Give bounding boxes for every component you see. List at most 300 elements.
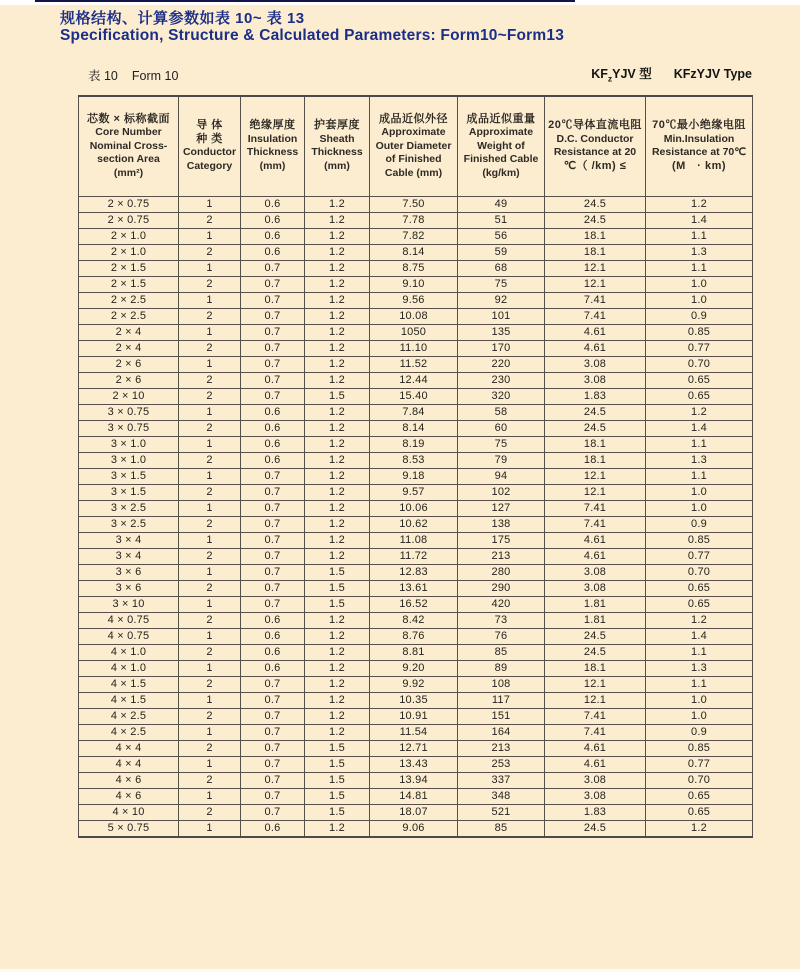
column-header: 成品近似重量 Approximate Weight of Finished Cable (kg/km) [458,96,545,196]
cell: 0.7 [241,260,305,276]
cell: 73 [458,612,545,628]
cell: 2 × 10 [79,388,179,404]
cell: 4.61 [545,548,646,564]
cell: 7.41 [545,516,646,532]
cell: 10.91 [370,708,458,724]
cell: 1.2 [305,196,370,212]
cell: 1.0 [646,692,753,708]
cell: 230 [458,372,545,388]
cell: 0.6 [241,452,305,468]
cell: 0.6 [241,212,305,228]
cell: 1 [179,660,241,676]
cell: 10.06 [370,500,458,516]
cell: 0.6 [241,644,305,660]
cell: 0.7 [241,484,305,500]
cell: 1.83 [545,804,646,820]
cell: 18.1 [545,228,646,244]
cell: 24.5 [545,404,646,420]
cell: 2 [179,708,241,724]
table-row [79,404,753,420]
cell: 3 × 1.0 [79,436,179,452]
table-row [79,212,753,228]
cable-type-subscript: z [607,73,613,84]
cell: 18.1 [545,244,646,260]
cell: 9.18 [370,468,458,484]
cell: 0.7 [241,356,305,372]
cell: 4.61 [545,756,646,772]
cell: 24.5 [545,212,646,228]
cell: 8.14 [370,420,458,436]
cell: 4.61 [545,532,646,548]
cell: 14.81 [370,788,458,804]
cell: 12.1 [545,676,646,692]
cell: 0.7 [241,548,305,564]
cell: 1.2 [305,628,370,644]
cell: 1.2 [305,468,370,484]
cell: 11.10 [370,340,458,356]
cell: 51 [458,212,545,228]
cell: 9.57 [370,484,458,500]
table-row [79,228,753,244]
cell: 11.72 [370,548,458,564]
cell: 0.85 [646,532,753,548]
cell: 7.41 [545,500,646,516]
cell: 2 [179,420,241,436]
cell: 24.5 [545,628,646,644]
cell: 1.2 [305,692,370,708]
cell: 2 × 6 [79,356,179,372]
cell: 1.4 [646,628,753,644]
cell: 11.52 [370,356,458,372]
cell: 12.83 [370,564,458,580]
cell: 135 [458,324,545,340]
cell: 1050 [370,324,458,340]
cell: 24.5 [545,644,646,660]
table-row [79,756,753,772]
cell: 4 × 4 [79,740,179,756]
cell: 1.2 [646,196,753,212]
table-row [79,340,753,356]
cell: 1.2 [305,292,370,308]
cell: 0.7 [241,500,305,516]
table-row [79,244,753,260]
cell: 0.9 [646,724,753,740]
cell: 3 × 1.5 [79,484,179,500]
cell: 7.78 [370,212,458,228]
table-row [79,580,753,596]
cell: 2 [179,740,241,756]
cell: 24.5 [545,196,646,212]
cell: 1 [179,292,241,308]
cell: 0.85 [646,324,753,340]
cell: 2 × 1.5 [79,260,179,276]
cell: 1.5 [305,772,370,788]
table-row [79,772,753,788]
cell: 12.1 [545,692,646,708]
cell: 0.77 [646,548,753,564]
cell: 2 [179,676,241,692]
cell: 3.08 [545,772,646,788]
cell: 1 [179,596,241,612]
table-row [79,676,753,692]
cell: 92 [458,292,545,308]
cell: 1.2 [305,324,370,340]
cell: 0.9 [646,308,753,324]
table-row [79,452,753,468]
cell: 1.2 [305,372,370,388]
cell: 2 [179,644,241,660]
spec-table [78,95,753,838]
column-header: 20℃导体直流电阻 D.C. Conductor Resistance at 20 ℃（ /km) ≤ [545,96,646,196]
cell: 0.7 [241,724,305,740]
cell: 1.1 [646,228,753,244]
cell: 1.2 [305,212,370,228]
cell: 3.08 [545,356,646,372]
cell: 94 [458,468,545,484]
cell: 1.83 [545,388,646,404]
cell: 24.5 [545,820,646,837]
cell: 0.7 [241,580,305,596]
cell: 0.7 [241,772,305,788]
table-row [79,724,753,740]
cell: 8.76 [370,628,458,644]
cell: 0.65 [646,388,753,404]
cell: 1.81 [545,596,646,612]
cell: 18.07 [370,804,458,820]
cell: 1.5 [305,580,370,596]
cell: 1.2 [305,452,370,468]
cell: 2 × 1.5 [79,276,179,292]
cell: 3 × 4 [79,548,179,564]
cell: 2 × 0.75 [79,196,179,212]
cell: 9.56 [370,292,458,308]
table-row [79,788,753,804]
table-row [79,500,753,516]
cell: 8.53 [370,452,458,468]
cell: 1.2 [305,436,370,452]
cell: 0.7 [241,468,305,484]
cell: 10.62 [370,516,458,532]
cell: 3 × 2.5 [79,500,179,516]
cell: 253 [458,756,545,772]
cell: 521 [458,804,545,820]
cell: 1.2 [305,260,370,276]
cell: 1.2 [305,340,370,356]
cell: 10.08 [370,308,458,324]
cell: 1.2 [305,612,370,628]
cell: 8.42 [370,612,458,628]
cell: 9.20 [370,660,458,676]
cell: 0.6 [241,228,305,244]
cell: 1.2 [646,820,753,837]
cell: 0.7 [241,692,305,708]
cell: 75 [458,276,545,292]
header-row [79,96,753,196]
cell: 1 [179,196,241,212]
cell: 1.2 [305,676,370,692]
cell: 8.81 [370,644,458,660]
cell: 0.65 [646,788,753,804]
cell: 2 [179,484,241,500]
cell: 1.2 [305,644,370,660]
cell: 175 [458,532,545,548]
cell: 1 [179,564,241,580]
cell: 7.41 [545,292,646,308]
cell: 3 × 1.5 [79,468,179,484]
cell: 0.7 [241,388,305,404]
cell: 1.1 [646,260,753,276]
cell: 13.94 [370,772,458,788]
cell: 2 [179,276,241,292]
cell: 2 [179,580,241,596]
cell: 0.65 [646,596,753,612]
cell: 3 × 1.0 [79,452,179,468]
cell: 213 [458,548,545,564]
column-header: 成品近似外径 Approximate Outer Diameter of Finished Cable (mm) [370,96,458,196]
table-row [79,260,753,276]
cell: 1.81 [545,612,646,628]
cell: 3 × 4 [79,532,179,548]
table-row [79,356,753,372]
cell: 2 [179,244,241,260]
cell: 220 [458,356,545,372]
table-row [79,276,753,292]
cell: 320 [458,388,545,404]
cell: 0.65 [646,580,753,596]
cell: 2 × 1.0 [79,228,179,244]
cell: 1 [179,356,241,372]
cell: 1.1 [646,468,753,484]
cell: 108 [458,676,545,692]
cell: 4 × 1.0 [79,644,179,660]
cell: 1 [179,436,241,452]
cell: 0.70 [646,356,753,372]
table-row [79,612,753,628]
cell: 2 [179,340,241,356]
cell: 2 × 4 [79,340,179,356]
cell: 18.1 [545,436,646,452]
cell: 1 [179,324,241,340]
cell: 4 × 0.75 [79,628,179,644]
cell: 0.7 [241,340,305,356]
cell: 1.2 [305,308,370,324]
cell: 0.7 [241,532,305,548]
page-title-zh: 规格结构、计算参数如表 10~ 表 13 [60,10,305,27]
cell: 1.5 [305,596,370,612]
cell: 10.35 [370,692,458,708]
page-title-en: Specification, Structure & Calculated Parameters: Form10~Form13 [60,27,565,44]
cell: 8.75 [370,260,458,276]
column-header: 护套厚度 Sheath Thickness (mm) [305,96,370,196]
cell: 3 × 6 [79,564,179,580]
cell: 4.61 [545,324,646,340]
cell: 1.5 [305,388,370,404]
table-row [79,820,753,837]
cell: 2 × 1.0 [79,244,179,260]
table-row [79,468,753,484]
cell: 2 [179,548,241,564]
cell: 9.10 [370,276,458,292]
cable-type-label [591,64,752,84]
cell: 4.61 [545,340,646,356]
cell: 60 [458,420,545,436]
cell: 12.1 [545,484,646,500]
cell: 2 × 2.5 [79,292,179,308]
cell: 3.08 [545,564,646,580]
cell: 0.70 [646,772,753,788]
cell: 89 [458,660,545,676]
cell: 337 [458,772,545,788]
cell: 1.0 [646,292,753,308]
cable-type-zh-prefix: KF [591,67,608,81]
column-header: 绝缘厚度 Insulation Thickness (mm) [241,96,305,196]
cell: 2 [179,308,241,324]
table-row [79,708,753,724]
cell: 1.0 [646,484,753,500]
cell: 1.5 [305,740,370,756]
table-row [79,308,753,324]
cell: 127 [458,500,545,516]
cell: 0.7 [241,756,305,772]
page-top-margin [0,0,800,5]
cell: 85 [458,644,545,660]
cell: 85 [458,820,545,837]
cell: 117 [458,692,545,708]
table-caption-en: Form 10 [131,69,179,83]
cell: 2 [179,372,241,388]
cell: 290 [458,580,545,596]
cell: 2 × 2.5 [79,308,179,324]
cell: 75 [458,436,545,452]
cell: 0.7 [241,516,305,532]
cell: 1 [179,468,241,484]
cell: 9.06 [370,820,458,837]
cell: 1.2 [305,708,370,724]
cell: 420 [458,596,545,612]
cell: 0.7 [241,372,305,388]
cell: 4 × 1.5 [79,676,179,692]
cell: 0.7 [241,676,305,692]
cell: 0.6 [241,436,305,452]
cell: 1.5 [305,756,370,772]
cell: 1.3 [646,244,753,260]
cell: 213 [458,740,545,756]
cell: 4 × 10 [79,804,179,820]
cell: 138 [458,516,545,532]
cell: 1.2 [305,532,370,548]
cell: 12.1 [545,276,646,292]
cell: 0.7 [241,740,305,756]
table-row [79,532,753,548]
cell: 0.7 [241,804,305,820]
spec-table-head [79,96,753,196]
cell: 1.0 [646,500,753,516]
table-row [79,516,753,532]
cell: 0.6 [241,660,305,676]
cell: 8.19 [370,436,458,452]
cell: 4.61 [545,740,646,756]
cell: 1.2 [305,484,370,500]
table-row [79,564,753,580]
cell: 7.84 [370,404,458,420]
cell: 1.2 [305,548,370,564]
cell: 0.9 [646,516,753,532]
cell: 12.1 [545,260,646,276]
table-row [79,644,753,660]
column-header: 芯数 × 标称截面 Core Number Nominal Cross- section Area (mm²) [79,96,179,196]
cell: 0.70 [646,564,753,580]
table-row [79,692,753,708]
cell: 1 [179,532,241,548]
cell: 9.92 [370,676,458,692]
cell: 7.41 [545,708,646,724]
cell: 1.4 [646,420,753,436]
cell: 0.77 [646,340,753,356]
cell: 24.5 [545,420,646,436]
cell: 1 [179,228,241,244]
cell: 1 [179,788,241,804]
column-header: 导 体 种 类 Conductor Category [179,96,241,196]
cell: 1 [179,692,241,708]
cell: 4 × 0.75 [79,612,179,628]
cell: 1.2 [305,244,370,260]
cell: 1.1 [646,644,753,660]
cell: 1.5 [305,564,370,580]
table-row [79,324,753,340]
table-caption [88,66,178,84]
cell: 15.40 [370,388,458,404]
cell: 1.2 [305,228,370,244]
cell: 1.3 [646,660,753,676]
cell: 348 [458,788,545,804]
cell: 164 [458,724,545,740]
cell: 170 [458,340,545,356]
cell: 0.7 [241,788,305,804]
cell: 2 [179,212,241,228]
table-row [79,740,753,756]
cell: 76 [458,628,545,644]
cell: 12.1 [545,468,646,484]
cell: 2 [179,772,241,788]
cell: 1 [179,820,241,837]
cell: 13.61 [370,580,458,596]
cell: 2 [179,804,241,820]
cell: 13.43 [370,756,458,772]
cell: 1.1 [646,436,753,452]
cell: 1 [179,500,241,516]
cell: 0.6 [241,196,305,212]
cell: 4 × 2.5 [79,724,179,740]
cell: 151 [458,708,545,724]
table-row [79,548,753,564]
cell: 1.2 [305,516,370,532]
cell: 4 × 1.0 [79,660,179,676]
cell: 4 × 1.5 [79,692,179,708]
cell: 2 × 4 [79,324,179,340]
cell: 101 [458,308,545,324]
cell: 68 [458,260,545,276]
cell: 1.5 [305,788,370,804]
cell: 11.08 [370,532,458,548]
cell: 0.7 [241,324,305,340]
cell: 3 × 0.75 [79,420,179,436]
cell: 3 × 6 [79,580,179,596]
cell: 0.7 [241,708,305,724]
table-row [79,196,753,212]
cell: 4 × 6 [79,788,179,804]
cell: 12.44 [370,372,458,388]
cell: 7.82 [370,228,458,244]
